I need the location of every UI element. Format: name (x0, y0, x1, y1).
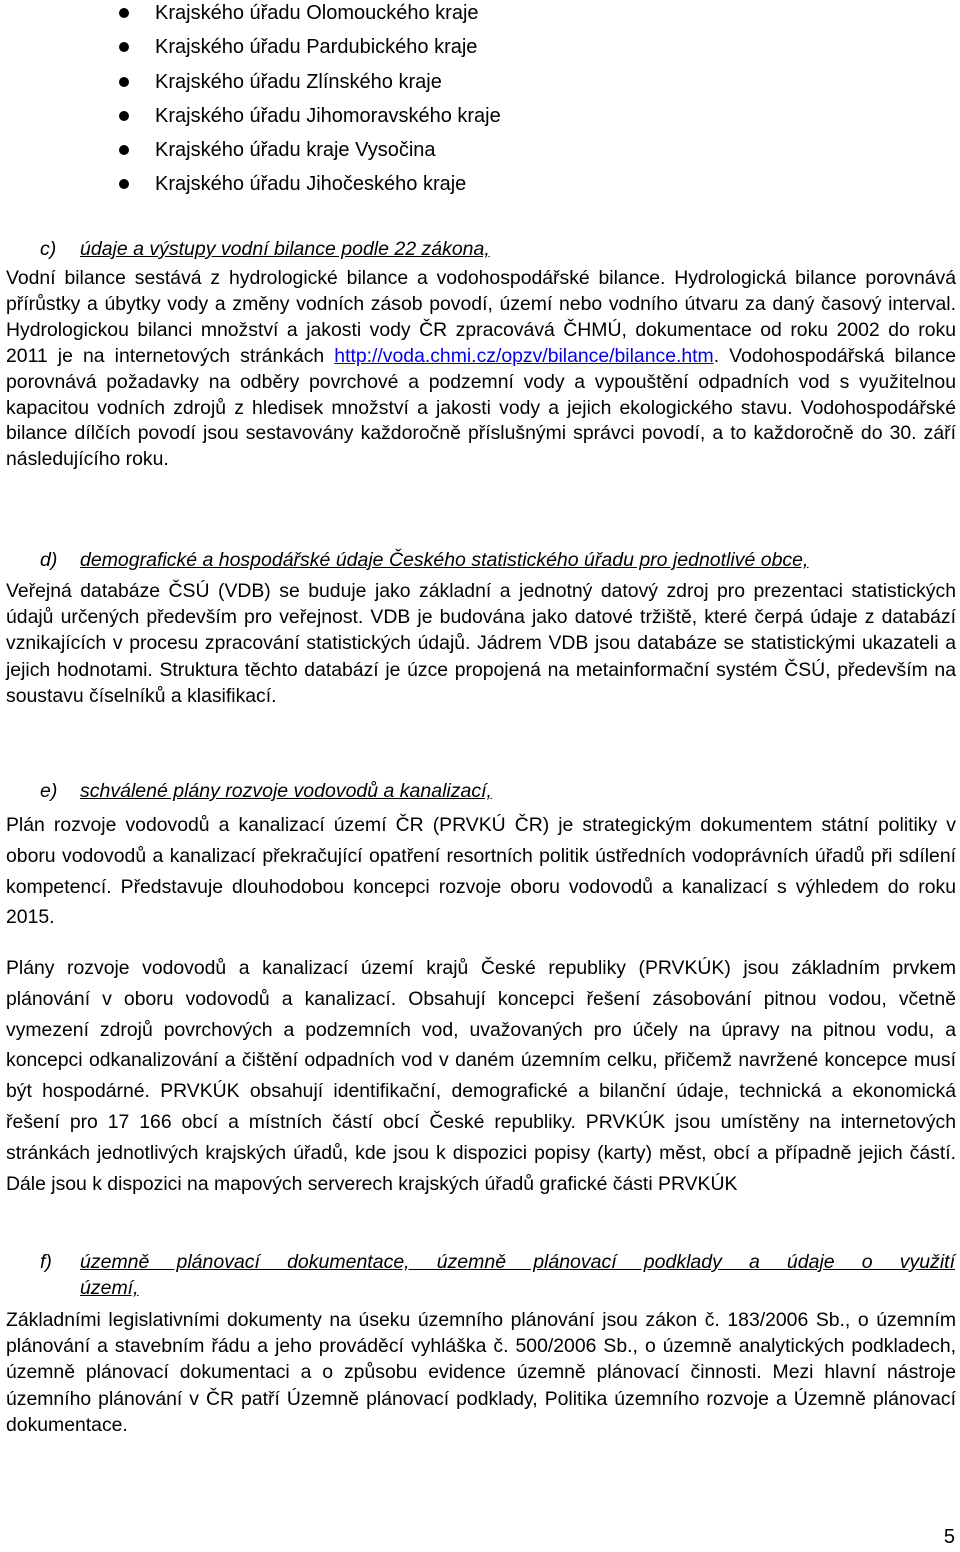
list-item: Krajského úřadu Jihočeského kraje (0, 171, 960, 205)
section-c-heading (40, 236, 955, 262)
list-item: Krajského úřadu Pardubického kraje (0, 34, 960, 68)
section-e-paragraph-1: Plán rozvoje vodovodů a kanalizací území ČR (PRVKÚ ČR) je strategickým dokumentem státní politiky v oboru vodovodů a kanalizací překračující opatření resortních politik ústředních vodoprávních úřadů při sdílení kompetencí. Představuje dlouhodobou koncepci rozvoje oboru vodovodů a kanalizací s výhledem do roku 2015. (6, 814, 956, 929)
section-title: územně plánovací dokumentace, územně plánovací podklady a údaje o využití území, (80, 1251, 955, 1299)
section-letter: d) (40, 549, 58, 571)
bullet-icon (119, 111, 129, 121)
list-item: Krajského úřadu kraje Vysočina (0, 137, 960, 171)
section-c-paragraph: Vodní bilance sestává z hydrologické bilance a vodohospodářské bilance. Hydrologická bilance porovnává přírůstky a úbytky vody a změny vodních zásob povodí, území nebo vodního útvaru za daný časový interval. Hydrologickou bilanci množství a jakosti vody ČR zpracovává ČHMÚ, dokumentace od roku 2002 do roku 2011 je na internetových stránkách http://voda.chmi.cz/opzv/bilance/bilance.htm. Vodohospodářská bilance porovnává požadavky na odběry povrchové a podzemní vody a vypouštění odpadních vod s využitelnou kapacitou vodních zdrojů z hledisek množství a jakosti vody a jejich ekologického stavu. Vodohospodářské bilance dílčích povodí jsou sestavovány každoročně příslušnými správci povodí, a to každoročně do 30. září následujícího roku. (6, 267, 956, 471)
section-f-heading (40, 1249, 955, 1301)
section-letter: e) (40, 780, 58, 802)
list-item: Krajského úřadu Zlínského kraje (0, 69, 960, 103)
section-d-heading (40, 547, 955, 573)
section-letter: c) (40, 238, 57, 260)
regional-office-list (0, 0, 960, 206)
section-title: schválené plány rozvoje vodovodů a kanalizací, (80, 780, 492, 802)
bullet-icon (119, 145, 129, 155)
page-number: 5 (943, 1526, 955, 1548)
section-title: údaje a výstupy vodní bilance podle 22 zákona, (80, 238, 490, 260)
section-letter: f) (40, 1251, 52, 1273)
bullet-icon (119, 8, 129, 18)
list-item: Krajského úřadu Jihomoravského kraje (0, 103, 960, 137)
bullet-icon (119, 179, 129, 189)
section-f-paragraph: Základními legislativními dokumenty na úseku územního plánování jsou zákon č. 183/2006 Sb., o územním plánování a stavebním řádu a jeho prováděcí vyhláška č. 500/2006 Sb., o územně analytických podkladech, územně plánovací dokumentaci a o způsobu evidence územně plánovací činnosti. Mezi hlavní nástroje územního plánování v ČR patří Územně plánovací podklady, Politika územního rozvoje a Územně plánovací dokumentace. (6, 1309, 956, 1436)
section-e-paragraph-2: Plány rozvoje vodovodů a kanalizací území krajů České republiky (PRVKÚK) jsou základním prvkem plánování v oboru vodovodů a kanalizací. Obsahují koncepci řešení zásobování pitnou vodou, včetně vymezení zdrojů povrchových a podzemních vod, uvažovaných pro účely na úpravy na pitnou vodu, a koncepci odkanalizování a čištění odpadních vod v daném územním celku, přičemž navržené koncepce musí být hospodárné. PRVKÚK obsahují identifikační, demografické a bilanční údaje, technická a ekonomická řešení pro 17 166 obcí a místních částí obcí České republiky. PRVKÚK jsou umístěny na internetových stránkách jednotlivých krajských úřadů, kde jsou k dispozici popisy (karty) měst, obcí a případně jejich částí. Dále jsou k dispozici na mapových serverech krajských úřadů grafické části PRVKÚK (6, 957, 956, 1195)
section-title: demografické a hospodářské údaje Českého statistického úřadu pro jednotlivé obce, (80, 549, 809, 571)
section-d-paragraph: Veřejná databáze ČSÚ (VDB) se buduje jako základní a jednotný datový zdroj pro prezentaci statistických údajů určených především pro veřejnost. VDB je budována jako datové tržiště, které čerpá údaje z databází vznikajících v procesu zpracování statistických údajů. Jádrem VDB jsou databáze se statistickými ukazateli a jejich hodnotami. Struktura těchto databází je úzce propojená na metainformační systém ČSÚ, především na soustavu číselníků a klasifikací. (6, 580, 956, 707)
bilance-link[interactable]: http://voda.chmi.cz/opzv/bilance/bilance.htm (334, 344, 714, 367)
bullet-icon (119, 42, 129, 52)
bullet-icon (119, 77, 129, 87)
list-item: Krajského úřadu Olomouckého kraje (0, 0, 960, 34)
section-e-heading (40, 778, 955, 804)
